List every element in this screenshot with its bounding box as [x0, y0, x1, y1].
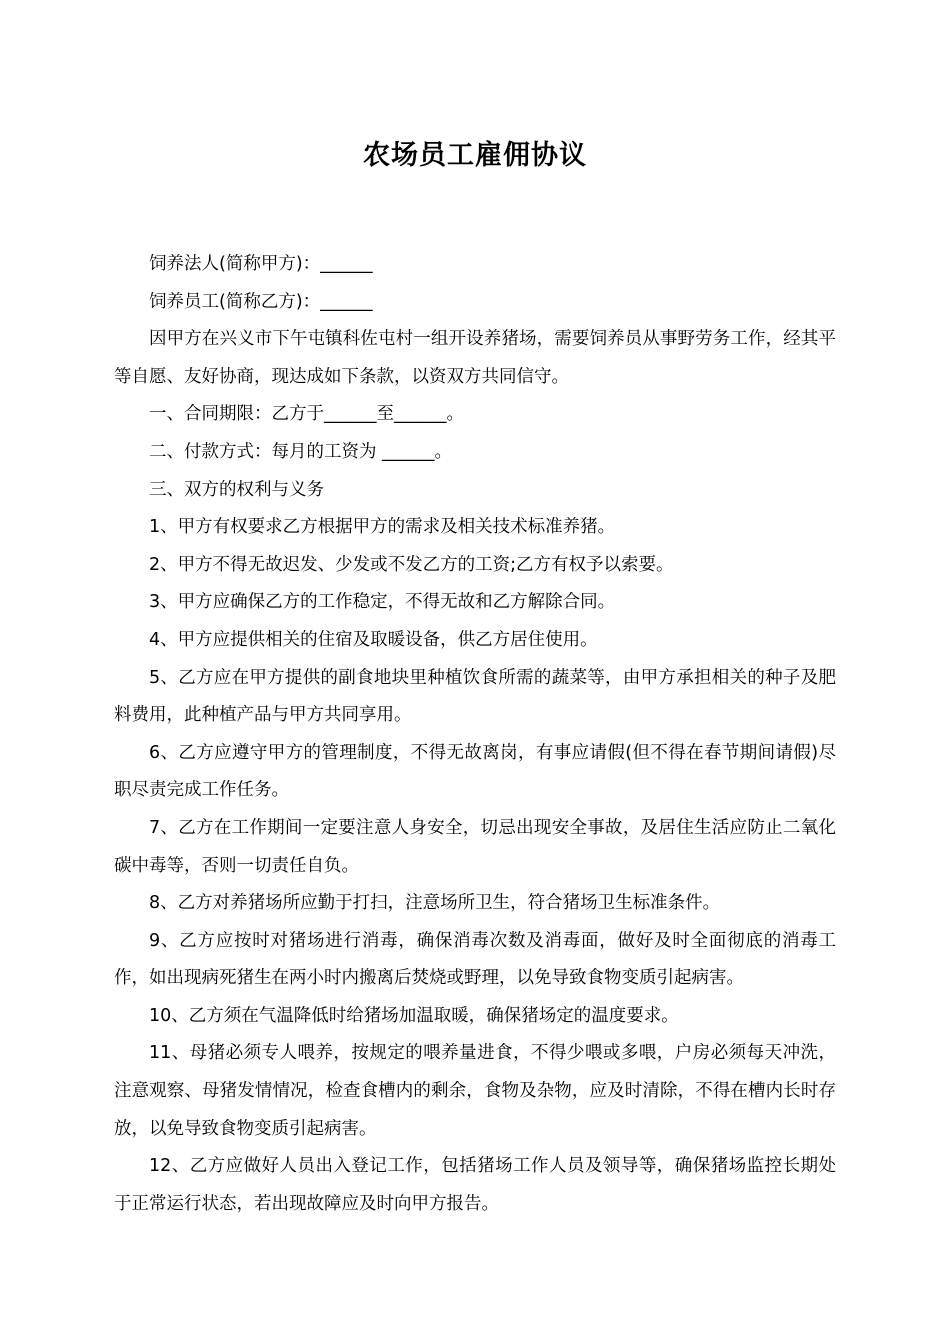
clause-item: 7、乙方在工作期间一定要注意人身安全，切忌出现安全事故，及居住生活应防止二氧化碳中毒等，否则一切责任自负。 — [114, 817, 836, 876]
payment-method-clause: 二、付款方式：每月的工资为 ______。 — [149, 441, 453, 462]
clause-item: 8、乙方对养猪场所应勤于打扫，注意场所卫生，符合猪场卫生标准条件。 — [149, 893, 721, 914]
clause-item: 2、甲方不得无故迟发、少发或不发乙方的工资;乙方有权予以索要。 — [149, 554, 674, 575]
clause-item: 12、乙方应做好人员出入登记工作，包括猪场工作人员及领导等，确保猪场监控长期处于正常运行状态，若出现故障应及时向甲方报告。 — [114, 1156, 836, 1214]
clause-item: 6、乙方应遵守甲方的管理制度，不得无故离岗，有事应请假(但不得在春节期间请假)尽职尽责完成工作任务。 — [114, 742, 836, 801]
clause-item: 11、母猪必须专人喂养，按规定的喂养量进食，不得少喂或多喂，户房必须每天冲洗，注意观察、母猪发情情况，检查食槽内的剩余，食物及杂物，应及时清除，不得在槽内长时存放，以免导致食物变质引起病害。 — [114, 1043, 836, 1139]
preamble-paragraph: 因甲方在兴义市下午屯镇科佐屯村一组开设养猪场，需要饲养员从事野劳务工作，经其平等自愿、友好协商，现达成如下条款，以资双方共同信守。 — [114, 329, 836, 387]
clause-item: 3、甲方应确保乙方的工作稳定，不得无故和乙方解除合同。 — [149, 592, 616, 613]
rights-obligations-heading: 三、双方的权利与义务 — [149, 479, 324, 500]
contract-term-clause: 一、合同期限：乙方于______至______。 — [149, 404, 464, 425]
document-title: 农场员工雇佣协议 — [363, 140, 587, 171]
clause-item: 10、乙方须在气温降低时给猪场加温取暖，确保猪场定的温度要求。 — [149, 1005, 679, 1026]
clause-item: 5、乙方应在甲方提供的副食地块里种植饮食所需的蔬菜等，由甲方承担相关的种子及肥料费用，此种植产品与甲方共同享用。 — [114, 667, 836, 726]
clause-item: 9、乙方应按时对猪场进行消毒，确保消毒次数及消毒面，做好及时全面彻底的消毒工作，如出现病死猪生在两小时内搬离后焚烧或野理，以免导致食物变质引起病害。 — [114, 930, 836, 989]
clause-item: 1、甲方有权要求乙方根据甲方的需求及相关技术标准养猪。 — [149, 517, 616, 538]
party-b-line: 饲养员工(简称乙方)：______ — [149, 291, 373, 312]
party-a-line: 饲养法人(简称甲方)：______ — [149, 254, 373, 274]
clause-item: 4、甲方应提供相关的住宿及取暖设备，供乙方居住使用。 — [149, 629, 598, 650]
document-body — [114, 246, 836, 1223]
